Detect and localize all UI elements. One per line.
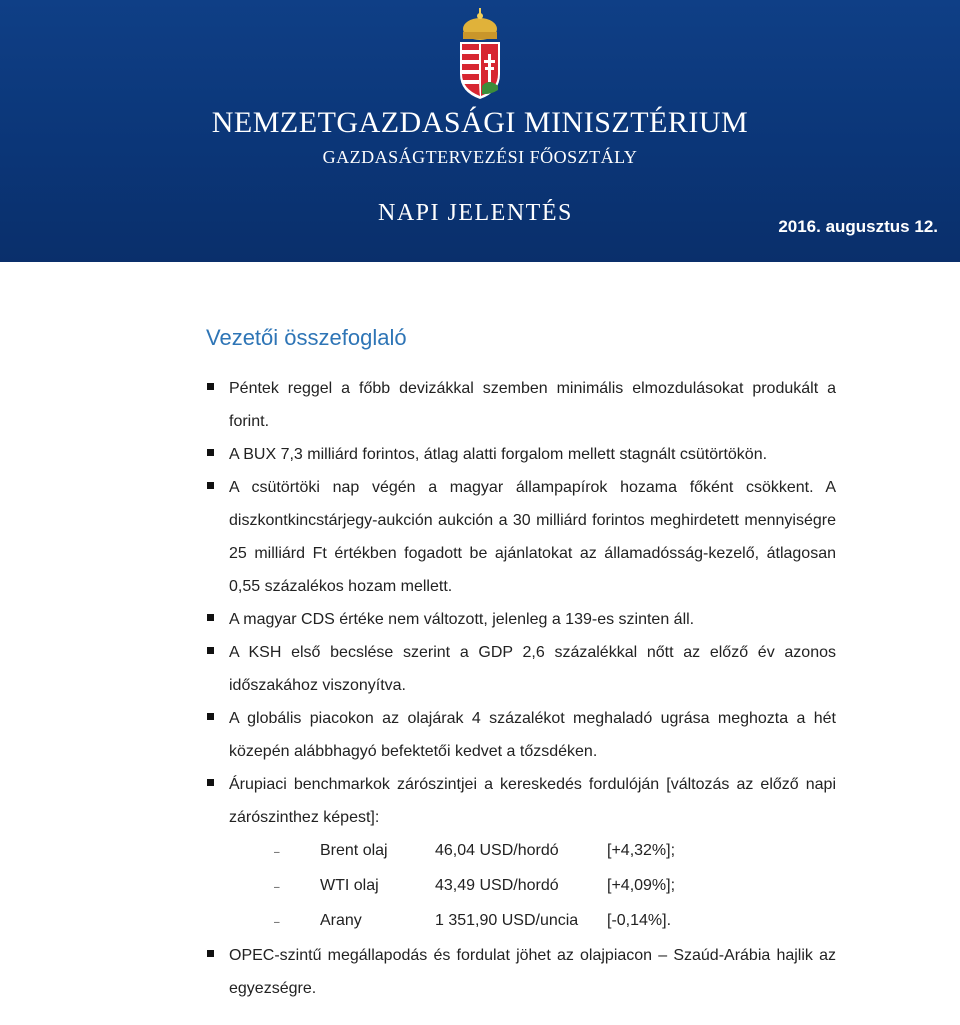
square-bullet-icon — [207, 449, 214, 456]
list-item — [206, 471, 836, 603]
bullet-text: A KSH első becslése szerint a GDP 2,6 százalékkal nőtt az előző év azonos időszakához viszonyítva. — [229, 644, 836, 694]
commodity-price: 1 351,90 USD/uncia — [435, 912, 579, 929]
summary-content — [206, 372, 836, 1005]
summary-list — [206, 372, 836, 1005]
square-bullet-icon — [207, 482, 214, 489]
header-banner — [0, 0, 960, 262]
hungarian-coat-of-arms-icon — [454, 8, 506, 100]
square-bullet-icon — [207, 713, 214, 720]
commodity-row-brent — [206, 834, 836, 869]
commodity-price: 46,04 USD/hordó — [435, 842, 559, 859]
dash-marker: – — [274, 882, 280, 893]
list-item — [206, 372, 836, 438]
square-bullet-icon — [207, 647, 214, 654]
dash-marker: – — [274, 847, 280, 858]
ministry-name: NEMZETGAZDASÁGI MINISZTÉRIUM — [211, 106, 749, 139]
report-date: 2016. augusztus 12. — [778, 217, 938, 236]
commodity-row-wti — [206, 869, 836, 904]
list-item — [206, 702, 836, 768]
commodity-change: [+4,32%]; — [607, 842, 676, 859]
list-item — [206, 636, 836, 702]
list-item — [206, 939, 836, 1005]
summary-heading: Vezetői összefoglaló — [206, 325, 407, 350]
bullet-text: A magyar CDS értéke nem változott, jelenleg a 139-es szinten áll. — [229, 611, 695, 628]
square-bullet-icon — [207, 779, 214, 786]
bullet-text: A globális piacokon az olajárak 4 százalékot meghaladó ugrása meghozta a hét közepén alábbhagyó befektetői kedvet a tőzsdéken. — [229, 710, 836, 760]
commodity-name: Brent olaj — [320, 842, 388, 859]
department-name: GAZDASÁGTERVEZÉSI FŐOSZTÁLY — [322, 147, 638, 167]
commodity-name: WTI olaj — [320, 877, 379, 894]
commodity-change: [+4,09%]; — [607, 877, 676, 894]
report-title: NAPI JELENTÉS — [378, 200, 573, 226]
dash-marker: – — [274, 917, 280, 928]
bullet-text: A csütörtöki nap végén a magyar állampapírok hozama főként csökkent. A diszkontkincstárjegy-aukción aukción a 30 milliárd forintos meghirdetett mennyiségre 25 milliárd Ft értékben fogadott be ajánlatokat az államadósság-kezelő, átlagosan 0,55 százalékos hozam mellett. — [229, 479, 836, 595]
list-item — [206, 768, 836, 834]
list-item — [206, 603, 836, 636]
bullet-text: OPEC-szintű megállapodás és fordulat jöhet az olajpiacon – Szaúd-Arábia hajlik az egyezségre. — [229, 947, 836, 997]
list-item — [206, 438, 836, 471]
bullet-text: Péntek reggel a főbb devizákkal szemben minimális elmozdulásokat produkált a forint. — [229, 380, 836, 430]
square-bullet-icon — [207, 383, 214, 390]
bullet-text: A BUX 7,3 milliárd forintos, átlag alatti forgalom mellett stagnált csütörtökön. — [229, 446, 768, 463]
commodity-change: [-0,14%]. — [607, 912, 672, 929]
commodity-row-gold — [206, 904, 836, 939]
bullet-text: Árupiaci benchmarkok zárószintjei a kereskedés fordulóján [változás az előző napi zárószinthez képest]: — [229, 776, 836, 826]
commodity-price: 43,49 USD/hordó — [435, 877, 559, 894]
commodity-name: Arany — [320, 912, 362, 929]
square-bullet-icon — [207, 950, 214, 957]
square-bullet-icon — [207, 614, 214, 621]
